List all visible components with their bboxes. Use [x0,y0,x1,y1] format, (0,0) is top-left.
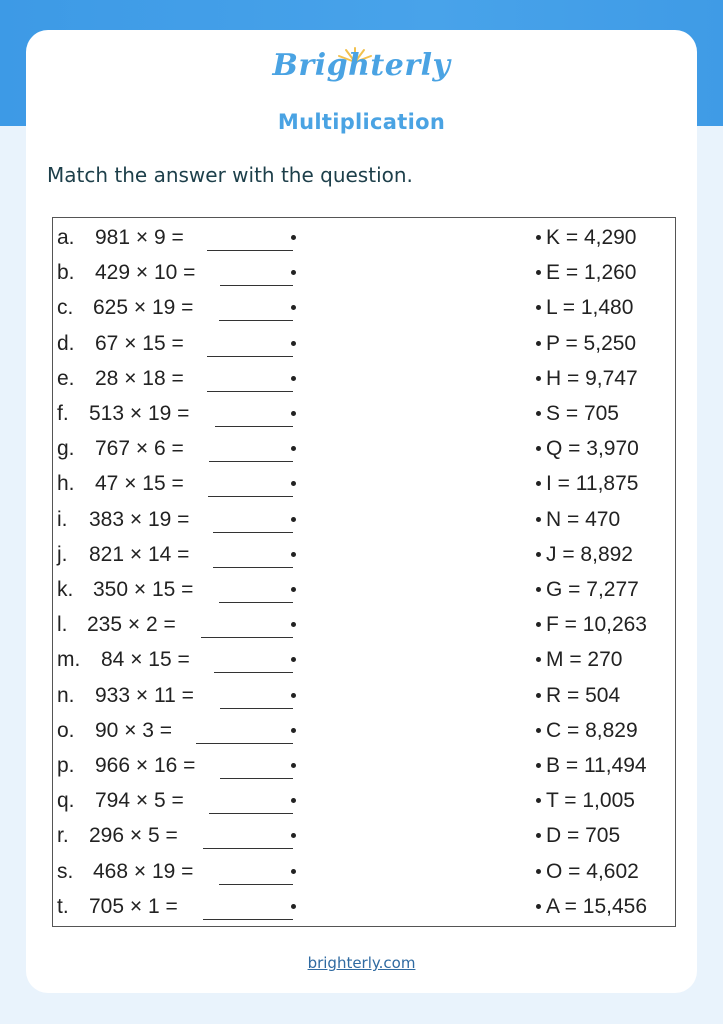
answer-connector-dot[interactable] [536,446,541,451]
answer-connector-dot[interactable] [536,622,541,627]
answer-option: H = 9,747 [546,366,638,390]
match-row [53,750,677,785]
answer-connector-dot[interactable] [536,376,541,381]
match-row [53,820,677,855]
answer-blank[interactable] [207,250,293,251]
answer-blank[interactable] [209,461,293,462]
match-row [53,328,677,363]
answer-blank[interactable] [220,285,293,286]
question-letter: h. [57,472,75,496]
question-connector-dot[interactable] [291,270,296,275]
answer-connector-dot[interactable] [536,552,541,557]
answer-blank[interactable] [215,426,293,427]
question-connector-dot[interactable] [291,798,296,803]
question-letter: k. [57,578,74,601]
question-connector-dot[interactable] [291,728,296,733]
answer-option: O = 4,602 [546,859,639,883]
question-expression: 383 × 19 = [89,507,190,531]
question-connector-dot[interactable] [291,833,296,838]
question-expression: 28 × 18 = [95,366,184,390]
answer-option: D = 705 [546,824,621,848]
answer-connector-dot[interactable] [536,833,541,838]
instruction-text: Match the answer with the question. [47,163,413,187]
answer-connector-dot[interactable] [536,517,541,522]
answer-option: R = 504 [546,683,621,707]
match-row [53,574,677,609]
question-expression: 429 × 10 = [95,261,196,285]
question-connector-dot[interactable] [291,657,296,662]
answer-blank[interactable] [203,919,293,920]
answer-connector-dot[interactable] [536,693,541,698]
website-link[interactable]: brighterly.com [307,954,416,972]
match-row [53,609,677,644]
answer-connector-dot[interactable] [536,587,541,592]
answer-blank[interactable] [201,637,293,638]
question-connector-dot[interactable] [291,341,296,346]
answer-connector-dot[interactable] [536,763,541,768]
question-letter: t. [57,894,69,918]
answer-option: G = 7,277 [546,578,639,601]
answer-option: J = 8,892 [546,542,633,566]
answer-connector-dot[interactable] [536,305,541,310]
answer-blank[interactable] [196,743,293,744]
question-expression: 933 × 11 = [95,683,194,707]
question-letter: d. [57,331,75,355]
question-letter: r. [57,824,69,848]
question-expression: 67 × 15 = [95,331,184,355]
question-connector-dot[interactable] [291,904,296,909]
answer-option: Q = 3,970 [546,437,639,461]
question-letter: s. [57,859,74,883]
question-letter: j. [57,542,68,566]
question-expression: 821 × 14 = [89,542,190,566]
answer-blank[interactable] [203,848,293,849]
answer-option: B = 11,494 [546,754,647,777]
answer-blank[interactable] [209,813,293,814]
question-expression: 47 × 15 = [95,472,184,496]
question-letter: o. [57,718,75,742]
match-row [53,680,677,715]
question-letter: b. [57,261,75,285]
answer-connector-dot[interactable] [536,798,541,803]
question-connector-dot[interactable] [291,869,296,874]
question-expression: 296 × 5 = [89,824,178,848]
question-letter: n. [57,683,75,707]
answer-option: N = 470 [546,507,621,531]
question-expression: 90 × 3 = [95,718,173,742]
answer-connector-dot[interactable] [536,869,541,874]
question-expression: 235 × 2 = [87,613,176,637]
match-row [53,398,677,433]
answer-blank[interactable] [207,391,293,392]
answer-blank[interactable] [219,884,293,885]
answer-connector-dot[interactable] [536,270,541,275]
match-row [53,539,677,574]
question-expression: 468 × 19 = [93,859,194,883]
question-connector-dot[interactable] [291,693,296,698]
question-connector-dot[interactable] [291,587,296,592]
question-expression: 84 × 15 = [101,648,190,672]
question-letter: i. [57,507,68,531]
answer-option: E = 1,260 [546,261,637,285]
match-row [53,891,677,926]
answer-option: M = 270 [546,648,623,672]
answer-option: K = 4,290 [546,226,637,249]
match-row [53,363,677,398]
answer-blank[interactable] [213,532,293,533]
match-row [53,856,677,891]
worksheet-card [26,30,697,993]
answer-option: A = 15,456 [546,894,648,918]
match-row [53,785,677,820]
match-row [53,257,677,292]
answer-blank[interactable] [220,778,293,779]
question-connector-dot[interactable] [291,481,296,486]
question-connector-dot[interactable] [291,763,296,768]
match-row [53,468,677,503]
question-letter: q. [57,789,75,813]
answer-option: L = 1,480 [546,296,634,320]
answer-option: C = 8,829 [546,718,638,742]
question-letter: m. [57,648,81,672]
match-row [53,222,677,257]
question-connector-dot[interactable] [291,411,296,416]
brand-logo: Brighterly [272,48,451,83]
match-row [53,715,677,750]
answer-blank[interactable] [219,602,293,603]
answer-option: S = 705 [546,402,619,425]
question-expression: 794 × 5 = [95,789,184,813]
worksheet-title: Multiplication [277,110,446,134]
answer-connector-dot[interactable] [536,341,541,346]
question-expression: 625 × 19 = [93,296,194,320]
question-connector-dot[interactable] [291,305,296,310]
answer-connector-dot[interactable] [536,904,541,909]
question-connector-dot[interactable] [291,622,296,627]
answer-option: T = 1,005 [546,789,635,813]
answer-connector-dot[interactable] [536,728,541,733]
match-row [53,504,677,539]
answer-connector-dot[interactable] [536,657,541,662]
question-expression: 350 × 15 = [93,578,194,601]
answer-connector-dot[interactable] [536,235,541,240]
match-row [53,433,677,468]
question-letter: g. [57,437,75,461]
answer-blank[interactable] [208,496,293,497]
match-row [53,644,677,679]
answer-blank[interactable] [207,356,293,357]
question-expression: 705 × 1 = [89,894,178,918]
match-row [53,292,677,327]
answer-option: F = 10,263 [546,613,647,637]
question-letter: f. [57,402,69,425]
question-expression: 966 × 16 = [95,754,196,777]
question-connector-dot[interactable] [291,235,296,240]
answer-connector-dot[interactable] [536,481,541,486]
question-connector-dot[interactable] [291,517,296,522]
question-expression: 767 × 6 = [95,437,184,461]
question-letter: e. [57,366,75,390]
answer-option: I = 11,875 [546,472,639,496]
question-connector-dot[interactable] [291,376,296,381]
answer-blank[interactable] [213,567,293,568]
answer-option: P = 5,250 [546,331,637,355]
question-letter: l. [57,613,68,637]
question-letter: c. [57,296,74,320]
answer-blank[interactable] [220,708,293,709]
answer-blank[interactable] [214,672,293,673]
matching-table [52,217,676,927]
question-connector-dot[interactable] [291,446,296,451]
question-expression: 981 × 9 = [95,226,184,249]
question-letter: p. [57,754,75,777]
question-connector-dot[interactable] [291,552,296,557]
answer-connector-dot[interactable] [536,411,541,416]
answer-blank[interactable] [219,320,293,321]
question-letter: a. [57,226,75,249]
question-expression: 513 × 19 = [89,402,190,425]
